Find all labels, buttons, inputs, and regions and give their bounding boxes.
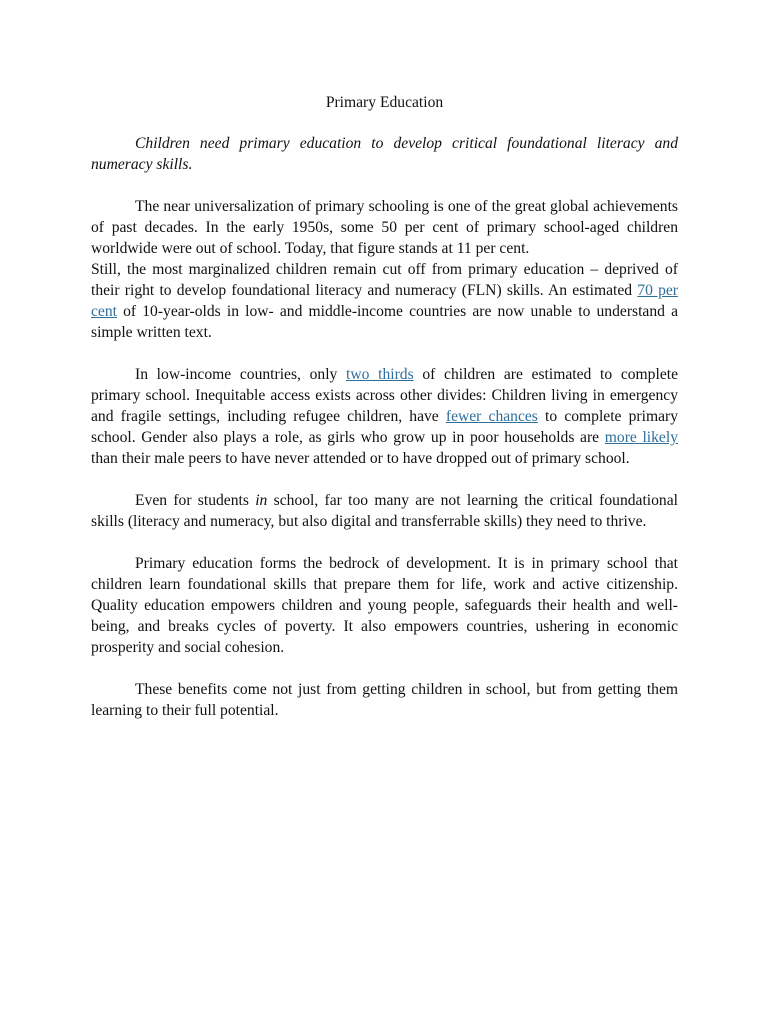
paragraph-text: In low-income countries, only: [135, 366, 347, 383]
paragraph-text: than their male peers to have never attended or to have dropped out of primary school.: [91, 450, 630, 467]
lead-paragraph: Children need primary education to develop critical foundational literacy and numeracy skills.: [91, 135, 678, 173]
link-fewer-chances[interactable]: fewer chances: [445, 408, 538, 425]
link-two-thirds[interactable]: two thirds: [346, 366, 414, 383]
paragraph-text: to complete primary school. Gender also plays a role, as girls who grow up in poor households are: [91, 408, 678, 446]
document-page: [91, 92, 678, 721]
paragraph-bedrock: Primary education forms the bedrock of development. It is in primary school that children learn foundational skills that prepare them for life, work and active citizenship. Quality education empowers children and young people, safeguards their health and well-being, and breaks cycles of poverty. It also empowers countries, ushering in economic prosperity and social cohesion.: [91, 555, 678, 656]
paragraph-students-in-school: [91, 490, 678, 532]
paragraph-marginalized: [91, 259, 678, 343]
paragraph-text: Even for students: [135, 492, 256, 509]
paragraph-universalization: The near universalization of primary schooling is one of the great global achievements of past decades. In the early 1950s, some 50 per cent of primary school-aged children worldwide were out of school. Today, that figure stands at 11 per cent.: [91, 198, 678, 257]
paragraph-benefits: These benefits come not just from getting children in school, but from getting them learning to their full potential.: [91, 681, 678, 719]
link-more-likely[interactable]: more likely: [604, 429, 678, 446]
paragraph-text: school, far too many are not learning the critical foundational skills (literacy and numeracy, but also digital and transferrable skills) they need to thrive.: [91, 492, 678, 530]
paragraph-text: Still, the most marginalized children remain cut off from primary education – deprived of their right to develop foundational literacy and numeracy (FLN) skills. An estimated: [91, 261, 678, 299]
link-70-per-cent[interactable]: 70 per cent: [91, 282, 679, 320]
emphasis-in: in: [255, 492, 268, 509]
paragraph-text: of children are estimated to complete primary school. Inequitable access exists across other divides: Children living in emergency and fragile settings, including refugee children, have: [91, 366, 678, 425]
document-title: Primary Education: [325, 94, 444, 111]
paragraph-low-income: [91, 364, 678, 469]
paragraph-text: of 10-year-olds in low- and middle-income countries are now unable to understand a simple written text.: [91, 303, 678, 341]
